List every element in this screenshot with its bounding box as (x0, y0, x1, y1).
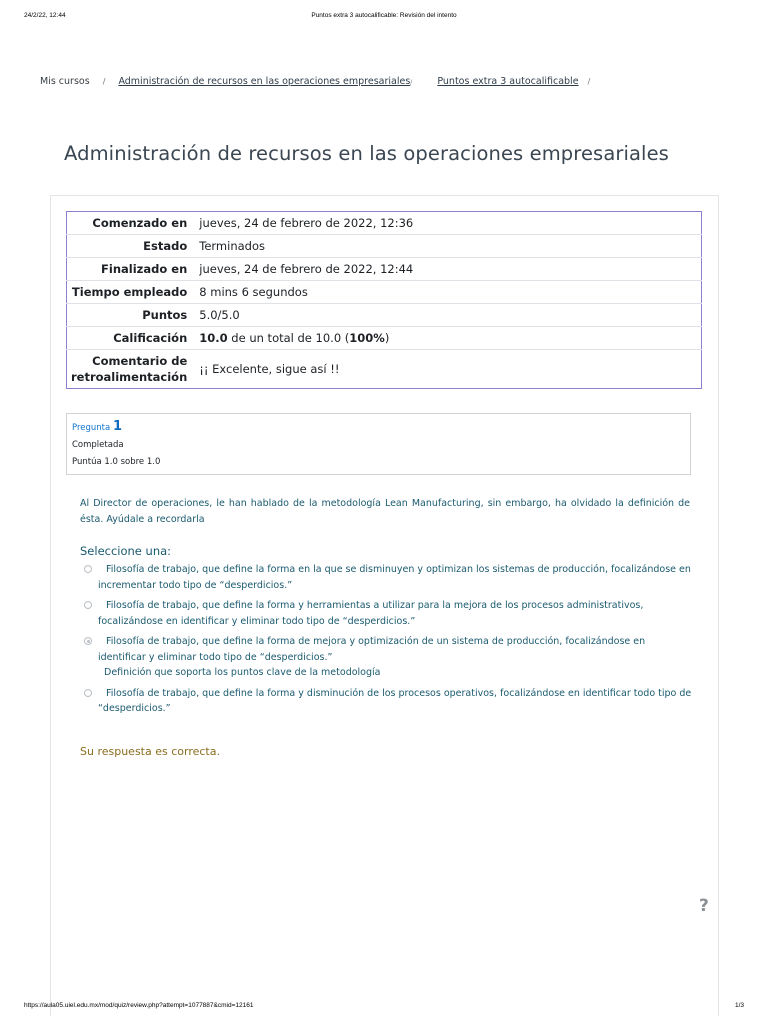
radio-button[interactable] (84, 689, 92, 697)
answer-text: Filosofía de trabajo, que define la forma y disminución de los procesos operativos, focalizándose en identificar todo tipo de “desperdicios.” (98, 687, 692, 714)
radio-button[interactable] (84, 601, 92, 609)
summary-row-started (67, 212, 702, 235)
answer-feedback: Definición que soporta los puntos clave de la metodología (104, 667, 381, 678)
answer-option-3[interactable] (80, 634, 695, 681)
help-icon[interactable]: ? (699, 896, 709, 916)
grade-total: de un total de 10.0 ( (227, 331, 350, 345)
state-label: Estado (143, 239, 188, 253)
breadcrumb-course-link[interactable]: Administración de recursos en las operaciones empresariales (118, 76, 411, 87)
summary-row-state (67, 235, 702, 258)
question-info-box (66, 413, 691, 475)
summary-row-time (67, 281, 702, 304)
finished-value: jueves, 24 de febrero de 2022, 12:44 (199, 262, 414, 276)
started-value: jueves, 24 de febrero de 2022, 12:36 (199, 216, 414, 230)
grade-score: 10.0 (199, 331, 228, 345)
attempt-summary-table (66, 211, 702, 389)
answer-outcome: Su respuesta es correcta. (80, 745, 220, 758)
answer-options (80, 562, 695, 722)
points-label: Puntos (142, 308, 188, 322)
breadcrumb-separator: / (410, 79, 413, 86)
summary-row-finished (67, 258, 702, 281)
question-label: Pregunta (72, 423, 111, 433)
answer-text: Filosofía de trabajo, que define la forma y herramientas a utilizar para la mejora de los procesos administrativos, focalizándose en identificar y eliminar todo tipo de “desperdicios.” (98, 600, 644, 627)
breadcrumb-separator: / (587, 77, 591, 86)
answer-option-1[interactable] (80, 562, 695, 593)
state-value: Terminados (199, 239, 265, 253)
radio-button[interactable] (84, 565, 92, 573)
page-title: Administración de recursos en las operaciones empresariales (64, 142, 669, 165)
quiz-review-card (50, 195, 719, 1016)
print-datetime: 24/2/22, 12:44 (24, 12, 66, 19)
started-label: Comenzado en (92, 216, 188, 230)
points-value: 5.0/5.0 (199, 308, 240, 322)
summary-row-grade (67, 327, 702, 350)
feedback-label: Comentario de retroalimentación (71, 354, 188, 384)
question-number-value: 1 (112, 419, 122, 434)
question-text: Al Director de operaciones, le han hablado de la metodología Lean Manufacturing, sin embargo, ha olvidado la definición de ésta. Ayúdale a recordarla (80, 498, 690, 525)
breadcrumb (40, 76, 600, 87)
feedback-value: ¡¡ Excelente, sigue así !! (199, 362, 340, 376)
grade-close: ) (384, 331, 390, 345)
answer-text: Filosofía de trabajo, que define la forma en la que se disminuyen y optimizan los sistemas de producción, focalizándose en incrementar todo tipo de “desperdicios.” (98, 564, 691, 591)
print-doc-title: Puntos extra 3 autocalificable: Revisión del intento (311, 12, 457, 19)
answer-option-2[interactable] (80, 598, 695, 629)
answer-prompt: Seleccione una: (80, 544, 172, 558)
radio-button-selected[interactable] (84, 637, 92, 645)
breadcrumb-quiz-link[interactable]: Puntos extra 3 autocalificable (437, 76, 579, 87)
breadcrumb-separator: / (102, 77, 106, 86)
question-number (72, 418, 690, 437)
answer-option-4[interactable] (80, 686, 695, 717)
time-label: Tiempo empleado (71, 285, 188, 299)
question-score: Puntúa 1.0 sobre 1.0 (72, 457, 161, 467)
print-page-number: 1/3 (734, 1002, 744, 1009)
finished-label: Finalizado en (101, 262, 188, 276)
print-footer (24, 1002, 744, 1009)
grade-percent: 100% (349, 331, 385, 345)
grade-value (193, 327, 701, 350)
answer-text: Filosofía de trabajo, que define la forma de mejora y optimización de un sistema de producción, focalizándose en identificar y eliminar todo tipo de “desperdicios.” (98, 636, 646, 663)
summary-row-points (67, 304, 702, 327)
question-status: Completada (72, 440, 124, 450)
grade-label: Calificación (113, 331, 188, 345)
print-url: https://aula05.uiel.edu.mx/mod/quiz/review.php?attempt=1077887&cmid=12161 (24, 1002, 254, 1009)
breadcrumb-my-courses[interactable]: Mis cursos (40, 76, 90, 87)
summary-row-feedback (67, 350, 702, 389)
time-value: 8 mins 6 segundos (199, 285, 308, 299)
